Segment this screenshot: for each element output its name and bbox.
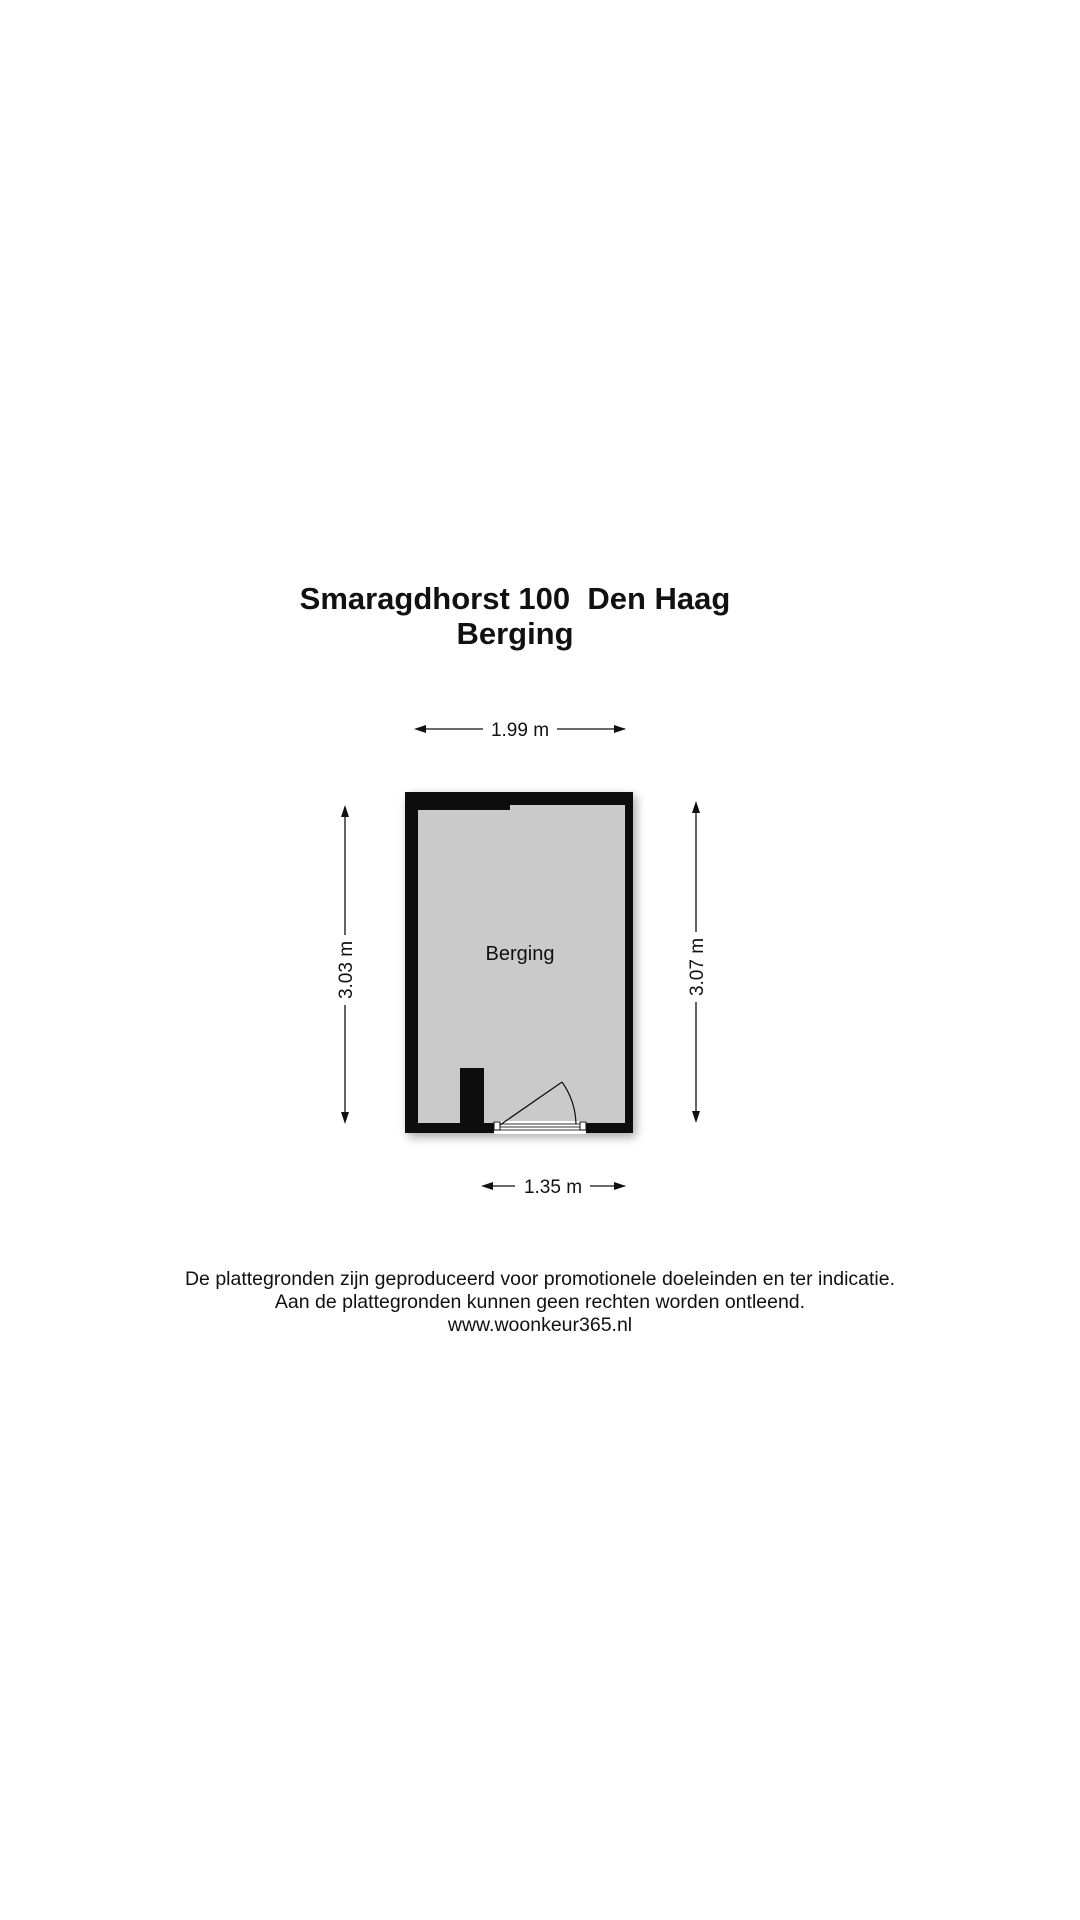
dimension-right-label: 3.07 m	[687, 937, 708, 997]
dimension-bottom	[481, 1177, 626, 1198]
dimension-bottom-label: 1.35 m	[523, 1177, 583, 1198]
wall-segment	[418, 805, 510, 810]
arrow-down-icon	[341, 1112, 349, 1124]
disclaimer-line-2: Aan de plattegronden kunnen geen rechten worden ontleend.	[274, 1291, 806, 1313]
wall-column	[460, 1068, 484, 1124]
arrow-up-icon	[341, 805, 349, 817]
arrow-left-icon	[481, 1182, 493, 1190]
arrow-up-icon	[692, 801, 700, 813]
disclaimer-line-1: De plattegronden zijn geproduceerd voor promotionele doeleinden en ter indicatie.	[184, 1268, 896, 1290]
door-opening	[494, 1121, 586, 1134]
dimension-left	[336, 805, 357, 1124]
arrow-right-icon	[614, 1182, 626, 1190]
door-jamb-left	[494, 1122, 500, 1130]
arrow-left-icon	[414, 725, 426, 733]
dimension-top-label: 1.99 m	[490, 720, 550, 741]
dimension-top	[414, 720, 626, 741]
arrow-right-icon	[614, 725, 626, 733]
plan-title-address: Smaragdhorst 100 Den Haag	[299, 581, 731, 616]
room-label: Berging	[485, 943, 555, 965]
arrow-down-icon	[692, 1111, 700, 1123]
dimension-left-label: 3.03 m	[336, 940, 357, 1000]
website-link[interactable]: www.woonkeur365.nl	[447, 1314, 633, 1336]
plan-title-floor: Berging	[456, 616, 574, 651]
door-jamb-right	[580, 1122, 586, 1130]
dimension-right	[687, 801, 708, 1123]
